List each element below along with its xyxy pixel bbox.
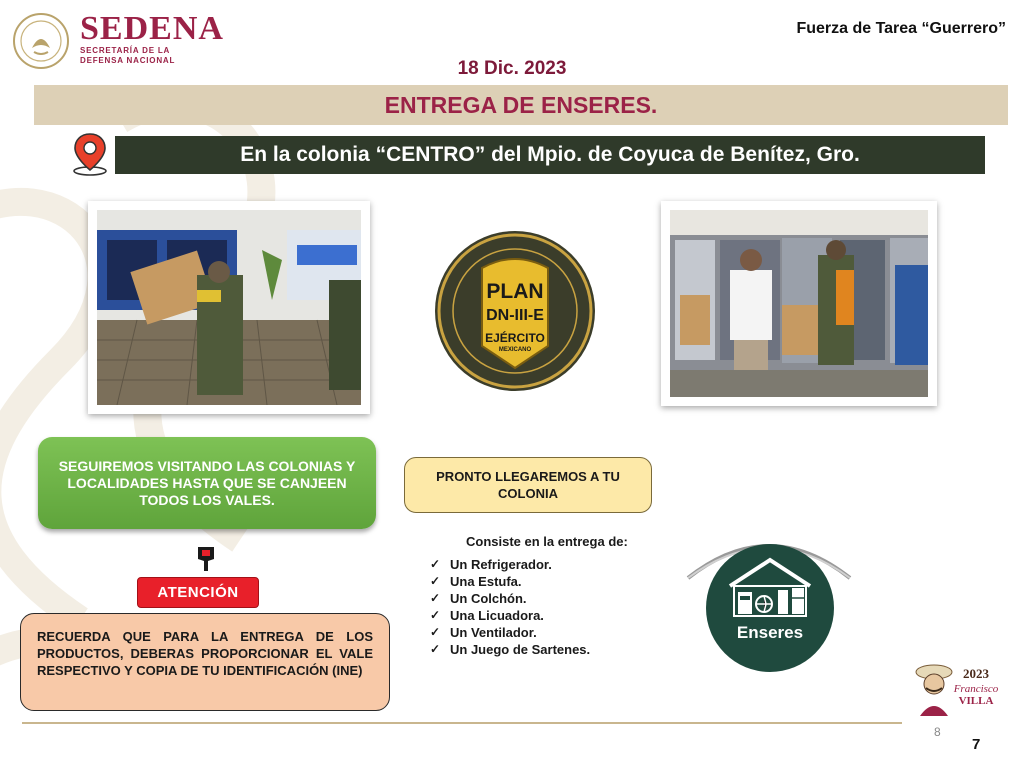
task-force-label: Fuerza de Tarea “Guerrero”: [796, 20, 1006, 37]
list-item-label: Una Estufa.: [450, 574, 522, 589]
francisco-villa-logo: [912, 658, 1004, 720]
alert-marker-icon: [196, 545, 216, 573]
brand-title: SEDENA: [80, 10, 224, 47]
list-item: [430, 607, 590, 624]
location-bar: [115, 136, 985, 174]
list-heading: Consiste en la entrega de:: [466, 534, 628, 549]
check-icon: ✓: [430, 574, 441, 588]
list-item: [430, 641, 590, 658]
date-label: 18 Dic. 2023: [457, 58, 567, 79]
list-item: [430, 556, 590, 573]
location-pin-icon: [70, 132, 110, 176]
list-item: [430, 573, 590, 590]
list-item-label: Un Ventilador.: [450, 625, 537, 640]
check-icon: ✓: [430, 557, 441, 571]
plan-logo-line2: DN-III-E: [486, 307, 544, 324]
check-icon: ✓: [430, 642, 441, 656]
list-item-label: Un Refrigerador.: [450, 557, 552, 572]
brand-subtitle-line1: SECRETARÍA DE LA: [80, 46, 171, 55]
visit-notice-text: SEGUIREMOS VISITANDO LAS COLONIAS Y LOCALIDADES HASTA QUE SE CANJEEN TODOS LOS VALES.: [58, 457, 356, 508]
plan-logo-line1: PLAN: [486, 280, 544, 303]
photo-delivery-right-image: [670, 210, 928, 397]
page-number: 7: [972, 736, 981, 753]
attention-badge: [137, 577, 259, 608]
plan-dn-iii-e-logo: [432, 228, 598, 394]
enseres-label: Enseres: [736, 623, 804, 642]
plan-logo-line3: EJÉRCITO: [485, 331, 545, 345]
list-item-label: Una Licuadora.: [450, 608, 544, 623]
photo-delivery-left-image: [97, 210, 361, 405]
check-icon: ✓: [430, 591, 441, 605]
location-text: En la colonia “CENTRO” del Mpio. de Coyuca de Benítez, Gro.: [240, 143, 860, 166]
plan-logo-line4: MEXICANO: [498, 347, 532, 353]
villa-year: 2023: [963, 666, 989, 681]
attention-label: ATENCIÓN: [157, 584, 239, 601]
footer-divider: [22, 722, 902, 724]
check-icon: ✓: [430, 608, 441, 622]
villa-name2: VILLA: [958, 695, 994, 707]
check-icon: ✓: [430, 625, 441, 639]
brand-subtitle-line2: DEFENSA NACIONAL: [80, 56, 176, 65]
page-number-small: 8: [934, 725, 941, 739]
notice-box: [20, 613, 390, 711]
coming-soon-text: PRONTO LLEGAREMOS A TU COLONIA: [436, 469, 620, 501]
photo-delivery-right: [661, 201, 937, 406]
list-item: [430, 590, 590, 607]
items-list: [430, 556, 590, 658]
title-bar: [34, 85, 1008, 125]
house-appliances-icon: [684, 530, 854, 675]
coming-soon-box: [404, 457, 652, 513]
visit-notice-box: [38, 437, 376, 529]
page-title: ENTREGA DE ENSERES.: [384, 91, 658, 118]
list-item: [430, 624, 590, 641]
list-item-label: Un Juego de Sartenes.: [450, 642, 591, 657]
list-item-label: Un Colchón.: [450, 591, 527, 606]
notice-text: RECUERDA QUE PARA LA ENTREGA DE LOS PRODUCTOS, DEBERAS PROPORCIONAR EL VALE RESPECTIVO Y COPIA DE TU IDENTIFICACIÓN (INE): [37, 629, 373, 678]
villa-name1: Francisco: [953, 683, 999, 695]
photo-delivery-left: [88, 201, 370, 414]
